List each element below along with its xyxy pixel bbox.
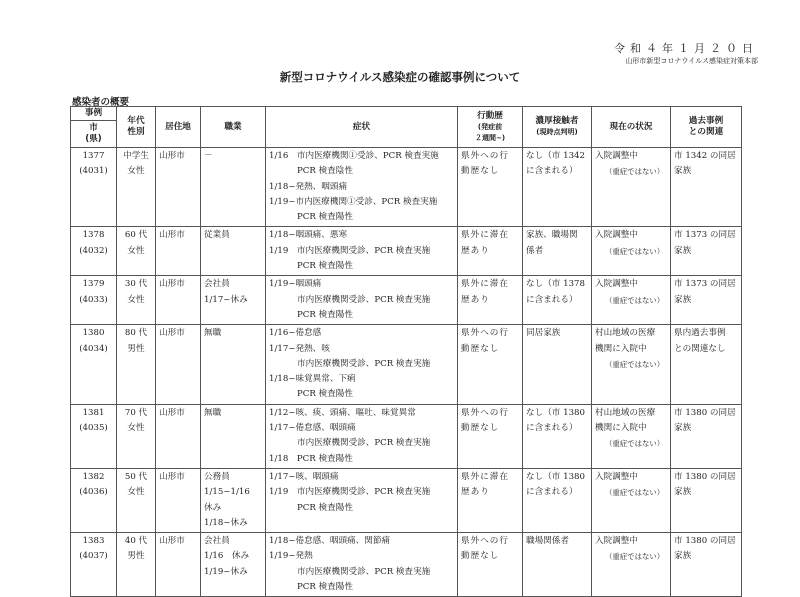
- header-age-sex: 年代 性別: [117, 107, 156, 148]
- occupation-cell: [201, 404, 266, 468]
- case-number-cell: 1380 (4034): [71, 325, 117, 404]
- header-contacts: 濃厚接触者 (現時点判明): [523, 107, 592, 148]
- header-occupation: 職業: [201, 107, 266, 148]
- cell-line: 1/19~休み: [204, 566, 248, 577]
- occupation-cell: [201, 533, 266, 597]
- cell-line: に含まれる）: [526, 294, 578, 305]
- cell-line: 職場関係者: [526, 536, 569, 547]
- relation-cell: [671, 468, 742, 532]
- symptoms-cell: [266, 468, 458, 532]
- age-sex-cell: 50 代 女性: [117, 468, 156, 532]
- status-cell: [592, 276, 671, 325]
- residence-cell: 山形市: [156, 468, 201, 532]
- header-status: 現在の状況: [592, 107, 671, 148]
- table-row: [71, 227, 742, 276]
- relation-cell: [671, 276, 742, 325]
- cell-line: 機関に入院中: [595, 423, 647, 434]
- residence-cell: 山形市: [156, 533, 201, 597]
- cell-line: 家族: [674, 245, 692, 256]
- cell-line: 村山地域の医療: [595, 407, 656, 418]
- symptoms-cell: [266, 148, 458, 227]
- contacts-cell: [523, 276, 592, 325]
- cell-line: なし（市 1378: [526, 279, 585, 290]
- cell-line: なし（市 1342: [526, 151, 585, 161]
- status-note: （重症ではない）: [605, 167, 665, 177]
- cell-line: －: [204, 151, 213, 161]
- document-title: 新型コロナウイルス感染症の確認事例について: [279, 70, 521, 84]
- cell-line: 家族: [674, 166, 692, 177]
- cell-line: 動歴なし: [461, 423, 500, 434]
- cell-line: 会社員: [204, 279, 230, 290]
- cell-line: 県外への行: [461, 536, 509, 547]
- contacts-cell: [523, 148, 592, 227]
- cell-line: 入院調整中: [595, 471, 638, 482]
- contacts-cell: [523, 404, 592, 468]
- status-note: （重症ではない）: [605, 295, 665, 305]
- relation-cell: [671, 325, 742, 404]
- symptom-line: PCR 検査陽性: [297, 309, 353, 320]
- table-row: [71, 148, 742, 227]
- age-sex-cell: 中学生 女性: [117, 148, 156, 227]
- header-case: 事例: [71, 107, 117, 121]
- cell-line: 村山地域の医療: [595, 328, 656, 339]
- cell-line: なし（市 1380: [526, 407, 585, 418]
- symptom-line: PCR 検査陽性: [297, 212, 353, 223]
- case-number-cell: 1378 (4032): [71, 227, 117, 276]
- cell-line: 家族: [674, 423, 692, 434]
- cell-line: なし（市 1380: [526, 471, 585, 482]
- header-relation: 過去事例 との関連: [671, 107, 742, 148]
- cell-line: 県外に滞在: [461, 230, 509, 241]
- cell-line: 動歴なし: [461, 343, 500, 354]
- symptom-line: 市内医療機関受診、PCR 検査実施: [297, 358, 431, 369]
- relation-cell: [671, 404, 742, 468]
- table-row: [71, 404, 742, 468]
- occupation-cell: [201, 468, 266, 532]
- occupation-cell: [201, 325, 266, 404]
- symptom-line: 市内医療機関受診、PCR 検査実施: [297, 566, 431, 577]
- cell-line: 県内過去事例: [674, 328, 726, 339]
- residence-cell: 山形市: [156, 227, 201, 276]
- cell-line: との関連なし: [674, 343, 726, 354]
- cell-line: 市 1342 の同居: [674, 151, 736, 161]
- cell-line: 県外への行: [461, 151, 509, 161]
- symptom-line: 1/19 市内医療機関受診、PCR 検査実施: [269, 245, 431, 256]
- relation-cell: [671, 227, 742, 276]
- cell-line: 1/16 休み: [204, 551, 250, 562]
- symptom-line: 1/19~発熱: [269, 551, 313, 562]
- symptom-line: 1/17~発熱、咳: [269, 343, 330, 354]
- symptom-line: 市内医療機関受診、PCR 検査実施: [297, 438, 431, 449]
- cell-line: 従業員: [204, 230, 230, 241]
- cell-line: 公務員: [204, 471, 230, 482]
- age-sex-cell: 70 代 女性: [117, 404, 156, 468]
- case-number-cell: 1379 (4033): [71, 276, 117, 325]
- status-cell: [592, 325, 671, 404]
- cell-line: 市 1373 の同居: [674, 279, 736, 290]
- cell-line: 同居家族: [526, 328, 561, 339]
- activity-cell: [458, 533, 523, 597]
- cell-line: 歴あり: [461, 487, 490, 498]
- activity-cell: [458, 404, 523, 468]
- residence-cell: 山形市: [156, 148, 201, 227]
- cell-line: 機関に入院中: [595, 343, 647, 354]
- issuing-organization: 山形市新型コロナウイルス感染症対策本部: [625, 57, 758, 65]
- header-symptoms: 症状: [266, 107, 458, 148]
- case-number-cell: 1382 (4036): [71, 468, 117, 532]
- cell-line: 家族: [674, 551, 692, 562]
- cell-line: 入院調整中: [595, 279, 638, 290]
- table-row: [71, 533, 742, 597]
- symptom-line: 1/18~咽頭痛、悪寒: [269, 230, 348, 241]
- symptom-line: PCR 検査陽性: [297, 502, 353, 513]
- cell-line: 市 1380 の同居: [674, 471, 736, 482]
- cell-line: 無職: [204, 407, 222, 418]
- cell-line: 1/17~休み: [204, 294, 248, 305]
- document-date: 令和４年１月２０日: [614, 42, 758, 55]
- header-activity: 行動歴 (発症前 ２週間~): [458, 107, 523, 148]
- symptom-line: 1/19~咽頭痛: [269, 279, 322, 290]
- status-note: （重症ではない）: [605, 439, 665, 449]
- cell-line: 1/15~1/16: [204, 487, 250, 498]
- symptom-line: 1/18~味覚異常、下痢: [269, 374, 356, 385]
- relation-cell: [671, 148, 742, 227]
- cell-line: 入院調整中: [595, 230, 638, 241]
- symptom-line: 1/18~倦怠感、咽頭痛、関節痛: [269, 536, 391, 547]
- symptom-line: PCR 検査陽性: [297, 582, 353, 593]
- cell-line: 家族: [674, 294, 692, 305]
- occupation-cell: [201, 227, 266, 276]
- status-cell: [592, 533, 671, 597]
- symptom-line: 1/18 PCR 検査陽性: [269, 453, 353, 464]
- table-row: [71, 468, 742, 532]
- occupation-cell: [201, 148, 266, 227]
- contacts-cell: [523, 468, 592, 532]
- age-sex-cell: 30 代 女性: [117, 276, 156, 325]
- cell-line: 会社員: [204, 536, 230, 547]
- cell-line: 県外に滞在: [461, 471, 509, 482]
- cell-line: に含まれる）: [526, 423, 578, 434]
- age-sex-cell: 40 代 男性: [117, 533, 156, 597]
- symptoms-cell: [266, 227, 458, 276]
- cell-line: 動歴なし: [461, 551, 500, 562]
- contacts-cell: [523, 533, 592, 597]
- section-heading: 感染者の概要: [72, 97, 130, 108]
- header-case-numbers: 市 (県): [71, 121, 117, 148]
- status-note: （重症ではない）: [605, 359, 665, 369]
- cell-line: 入院調整中: [595, 151, 638, 161]
- symptom-line: PCR 検査陰性: [297, 166, 353, 177]
- symptom-line: PCR 検査陽性: [297, 261, 353, 272]
- cell-line: 家族、職場関: [526, 230, 578, 241]
- activity-cell: [458, 325, 523, 404]
- cell-line: に含まれる）: [526, 487, 578, 498]
- cell-line: 動歴なし: [461, 166, 500, 177]
- symptom-line: 1/18~発熱、咽頭痛: [269, 181, 348, 192]
- activity-cell: [458, 227, 523, 276]
- activity-cell: [458, 276, 523, 325]
- cases-table: [70, 106, 742, 597]
- symptom-line: 1/12~咳、痰、頭痛、嘔吐、味覚異常: [269, 407, 416, 418]
- symptom-line: PCR 検査陽性: [297, 389, 353, 400]
- cell-line: 無職: [204, 328, 222, 339]
- status-note: （重症ではない）: [605, 488, 665, 498]
- residence-cell: 山形市: [156, 276, 201, 325]
- cell-line: 県外への行: [461, 407, 509, 418]
- status-cell: [592, 227, 671, 276]
- contacts-cell: [523, 325, 592, 404]
- relation-cell: [671, 533, 742, 597]
- occupation-cell: [201, 276, 266, 325]
- residence-cell: 山形市: [156, 325, 201, 404]
- symptoms-cell: [266, 404, 458, 468]
- status-note: （重症ではない）: [605, 246, 665, 256]
- cell-line: 家族: [674, 487, 692, 498]
- cell-line: 市 1373 の同居: [674, 230, 736, 241]
- cell-line: 歴あり: [461, 294, 490, 305]
- cell-line: 歴あり: [461, 245, 490, 256]
- symptoms-cell: [266, 325, 458, 404]
- symptom-line: 1/16~倦怠感: [269, 328, 322, 339]
- symptom-line: 1/19~市内医療機関①受診、PCR 検査実施: [269, 196, 438, 207]
- cell-line: 市 1380 の同居: [674, 536, 736, 547]
- cell-line: 休み: [204, 502, 222, 513]
- symptom-line: 1/16 市内医療機関①受診、PCR 検査実施: [269, 151, 439, 161]
- status-cell: [592, 148, 671, 227]
- cell-line: 市 1380 の同居: [674, 407, 736, 418]
- status-cell: [592, 468, 671, 532]
- residence-cell: 山形市: [156, 404, 201, 468]
- symptoms-cell: [266, 533, 458, 597]
- age-sex-cell: 60 代 女性: [117, 227, 156, 276]
- symptoms-cell: [266, 276, 458, 325]
- cell-line: 県外に滞在: [461, 279, 509, 290]
- symptom-line: 1/17~倦怠感、咽頭痛: [269, 423, 356, 434]
- table-row: [71, 276, 742, 325]
- symptom-line: 1/19 市内医療機関受診、PCR 検査実施: [269, 487, 431, 498]
- cell-line: 1/18~休み: [204, 517, 248, 528]
- symptom-line: 市内医療機関受診、PCR 検査実施: [297, 294, 431, 305]
- case-number-cell: 1383 (4037): [71, 533, 117, 597]
- status-cell: [592, 404, 671, 468]
- table-row: [71, 325, 742, 404]
- symptom-line: 1/17~咳、咽頭痛: [269, 471, 339, 482]
- status-note: （重症ではない）: [605, 552, 665, 562]
- cell-line: 入院調整中: [595, 536, 638, 547]
- cell-line: 係者: [526, 245, 544, 256]
- case-number-cell: 1377 (4031): [71, 148, 117, 227]
- cell-line: に含まれる）: [526, 166, 578, 177]
- cell-line: 県外への行: [461, 328, 509, 339]
- case-number-cell: 1381 (4035): [71, 404, 117, 468]
- contacts-cell: [523, 227, 592, 276]
- activity-cell: [458, 468, 523, 532]
- header-residence: 居住地: [156, 107, 201, 148]
- age-sex-cell: 80 代 男性: [117, 325, 156, 404]
- activity-cell: [458, 148, 523, 227]
